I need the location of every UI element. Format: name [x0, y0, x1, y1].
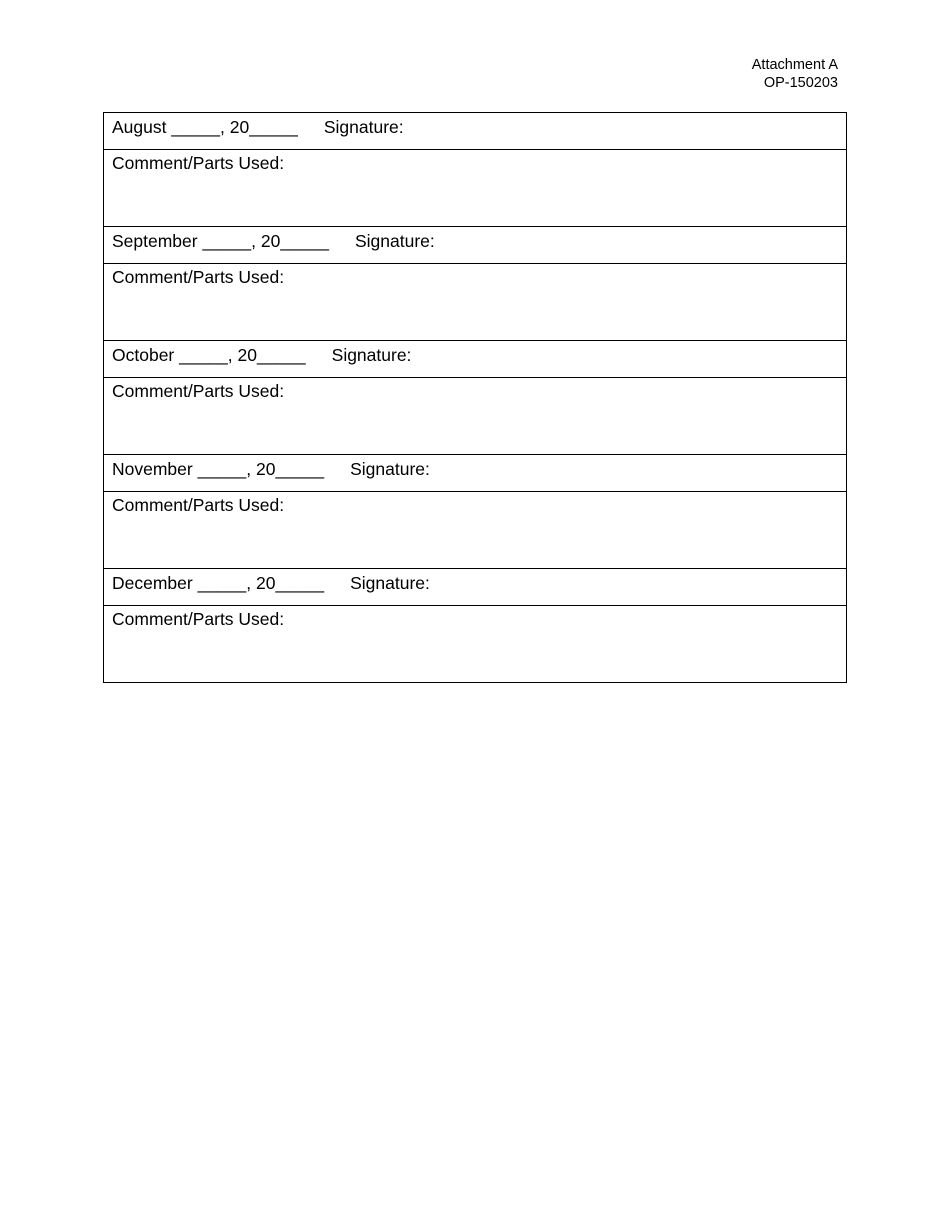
date-signature-cell[interactable]: [104, 455, 847, 492]
comment-label: Comment/Parts Used:: [112, 381, 285, 401]
signature-label: Signature:: [350, 573, 430, 593]
date-row-september: [104, 227, 847, 264]
date-line: December _____, 20_____: [112, 573, 325, 593]
comment-row-november: [104, 492, 847, 569]
comment-cell[interactable]: [104, 606, 847, 683]
date-row-august: [104, 113, 847, 150]
date-line: August _____, 20_____: [112, 117, 298, 137]
date-signature-cell[interactable]: [104, 569, 847, 606]
date-row-december: [104, 569, 847, 606]
date-line: September _____, 20_____: [112, 231, 329, 251]
signature-label: Signature:: [323, 117, 404, 137]
signature-label: Signature:: [354, 231, 435, 251]
page-header: [752, 56, 838, 92]
monthly-log-table: [103, 112, 847, 683]
date-line: October _____, 20_____: [112, 345, 306, 365]
date-signature-cell[interactable]: [104, 227, 847, 264]
comment-cell[interactable]: [104, 492, 847, 569]
date-signature-cell[interactable]: [104, 113, 847, 150]
document-number: OP-150203: [763, 75, 838, 91]
date-line: November _____, 20_____: [112, 459, 325, 479]
comment-row-october: [104, 378, 847, 455]
attachment-label: Attachment A: [751, 57, 838, 73]
comment-label: Comment/Parts Used:: [112, 609, 285, 629]
comment-cell[interactable]: [104, 264, 847, 341]
signature-label: Signature:: [350, 459, 430, 479]
date-row-november: [104, 455, 847, 492]
comment-label: Comment/Parts Used:: [112, 153, 285, 173]
date-signature-cell[interactable]: [104, 341, 847, 378]
comment-label: Comment/Parts Used:: [112, 267, 285, 287]
comment-label: Comment/Parts Used:: [112, 495, 285, 515]
comment-cell[interactable]: [104, 378, 847, 455]
comment-row-september: [104, 264, 847, 341]
signature-label: Signature:: [331, 345, 412, 365]
date-row-october: [104, 341, 847, 378]
comment-row-december: [104, 606, 847, 683]
comment-row-august: [104, 150, 847, 227]
comment-cell[interactable]: [104, 150, 847, 227]
